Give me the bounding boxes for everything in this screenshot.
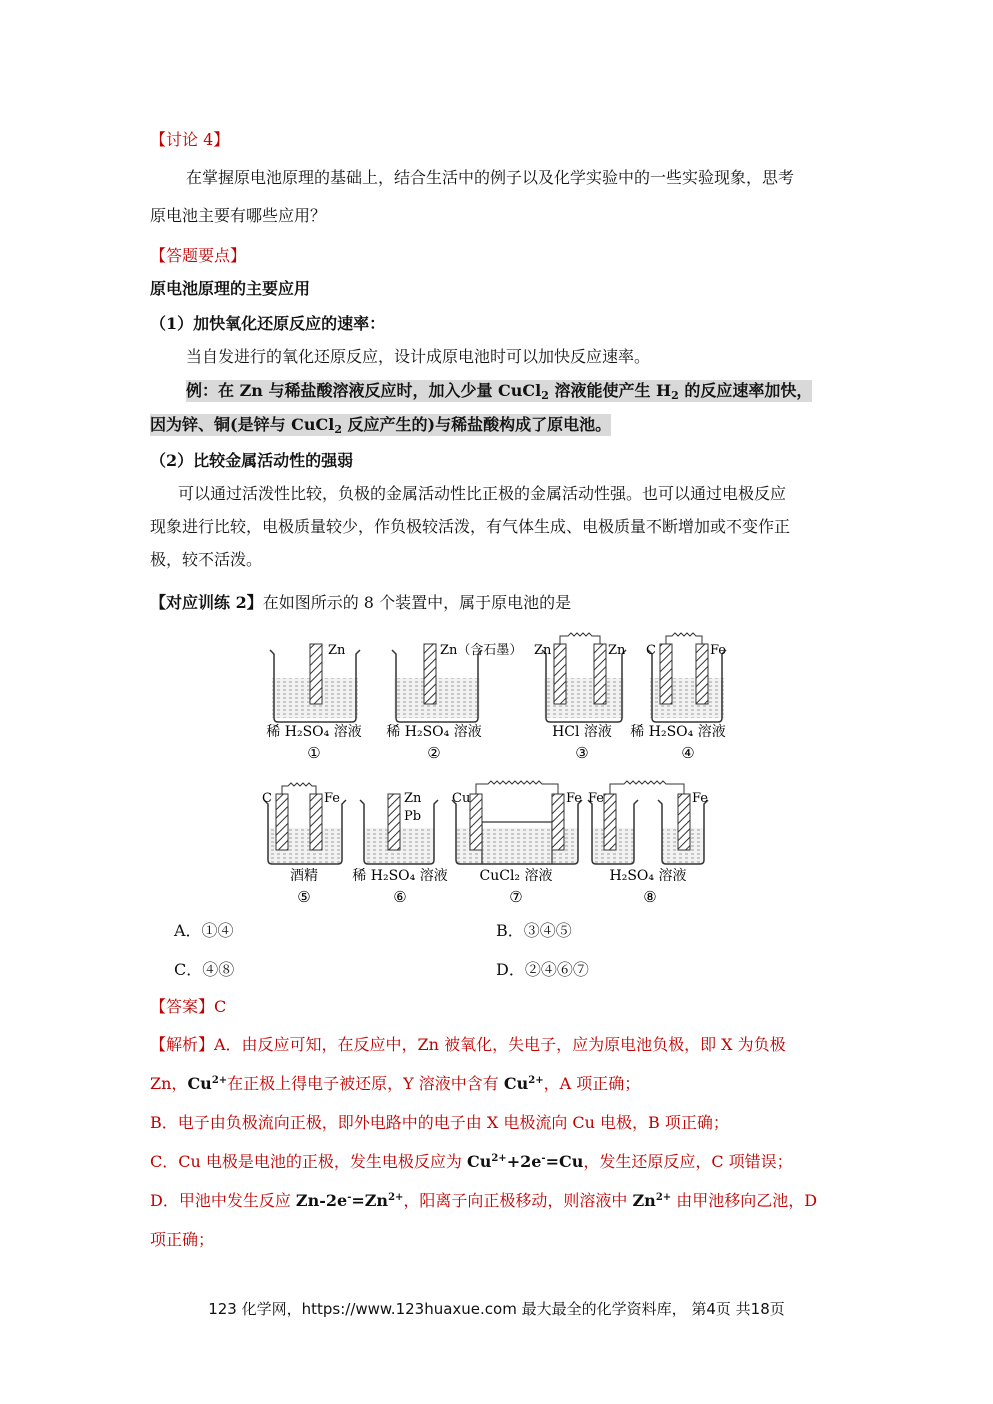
item1-text: 当自发进行的氧化还原反应，设计成原电池时可以加快反应速率。	[186, 347, 651, 366]
device-3-electrode-left: Zn	[534, 643, 552, 658]
device-5-number: ⑤	[297, 888, 311, 904]
exercise-title	[150, 592, 571, 614]
page-footer: 123 化学网，https://www.123huaxue.com 最大最全的化学资料库， 第4页 共18页	[208, 1300, 785, 1318]
device-2-solution-label: 稀 H₂SO₄ 溶液	[386, 724, 482, 740]
device-4-number: ④	[681, 744, 695, 762]
discussion-question-line2: 原电池主要有哪些应用？	[150, 206, 327, 225]
exercise-question: 在如图所示的 8 个装置中，属于原电池的是	[262, 593, 572, 612]
device-6-electrode-top: Zn	[404, 791, 422, 806]
device-5	[262, 783, 346, 904]
device-3	[534, 633, 626, 762]
analysis-line5: D．甲池中发生反应 $Zn-2e^-=Zn^{2+}$，阳离子向正极移动，则溶液中 $Zn^{2+}$ 由甲池移向乙池，D	[150, 1191, 818, 1210]
discussion-question-line1: 在掌握原电池原理的基础上，结合生活中的例子以及化学实验中的一些实验现象，思考	[186, 168, 795, 187]
item2-line2: 现象进行比较，电极质量较少，作负极较活泼，有气体生成、电极质量不断增加或不变作正	[150, 517, 791, 536]
item1-title: （1）加快氧化还原反应的速率：	[150, 314, 386, 333]
device-7-electrode-right: Fe	[566, 791, 583, 806]
device-8-electrode-right: Fe	[692, 791, 709, 806]
device-4-electrode-left: C	[646, 643, 656, 658]
device-3-number: ③	[575, 744, 589, 762]
answer	[150, 996, 226, 1018]
device-5-electrode-left: C	[262, 791, 272, 806]
device-2-number: ②	[427, 744, 441, 762]
device-7	[452, 781, 582, 904]
device-6-electrode-bottom: Pb	[404, 809, 422, 824]
device-4	[630, 633, 726, 762]
option-b: B．③④⑤	[496, 921, 572, 940]
example-line2: 因为锌、铜(是锌与 CuCl$_2$ 反应产生的)与稀盐酸构成了原电池。	[150, 415, 612, 436]
example-line1: 例：在 Zn 与稀盐酸溶液反应时，加入少量 CuCl$_2$ 溶液能使产生 $H_2$ 的反应速率加快，	[186, 381, 813, 402]
device-1	[266, 643, 361, 762]
device-6	[352, 791, 447, 904]
device-4-electrode-right: Fe	[710, 643, 727, 658]
device-4-solution-label: 稀 H₂SO₄ 溶液	[630, 724, 726, 740]
item2-title: （2）比较金属活动性的强弱	[150, 451, 354, 470]
option-c: C．④⑧	[174, 960, 235, 979]
analysis-line2: Zn，$Cu^{2+}$在正极上得电子被还原，Y 溶液中含有 $Cu^{2+}$，A 项正确；	[150, 1074, 641, 1093]
item2-line1: 可以通过活泼性比较，负极的金属活动性比正极的金属活动性强。也可以通过电极反应	[178, 484, 787, 503]
option-a: A．①④	[174, 921, 234, 940]
device-8	[588, 781, 708, 904]
device-1-number: ①	[307, 744, 321, 762]
device-7-electrode-left: Cu	[452, 791, 471, 806]
device-3-electrode-right: Zn	[608, 643, 626, 658]
answer-points-title: 原电池原理的主要应用	[150, 279, 311, 298]
analysis-line1: 【解析】A．由反应可知，在反应中，Zn 被氧化，失电子，应为原电池负极，即 X 为负极	[150, 1035, 786, 1054]
device-1-solution-label: 稀 H₂SO₄ 溶液	[266, 724, 362, 740]
device-2-electrode-label: Zn（含石墨）	[440, 643, 523, 658]
device-6-solution-label: 稀 H₂SO₄ 溶液	[352, 868, 448, 884]
device-5-solution-label: 酒精	[290, 868, 318, 884]
device-8-solution-label: H₂SO₄ 溶液	[609, 868, 687, 884]
analysis-line6: 项正确；	[150, 1230, 215, 1249]
discussion-heading: 【讨论 4】	[150, 130, 230, 149]
item2-line3: 极，较不活泼。	[150, 550, 263, 569]
device-5-electrode-right: Fe	[324, 791, 341, 806]
analysis-line4: C．Cu 电极是电池的正极，发生电极反应为 $Cu^{2+}+2e^-=Cu$，发生还原反应，C 项错误；	[150, 1152, 793, 1171]
answer-value: C	[214, 997, 227, 1016]
answer-points-heading: 【答题要点】	[150, 246, 247, 265]
device-7-solution-label: CuCl₂ 溶液	[479, 868, 553, 884]
device-8-electrode-left: Fe	[588, 791, 605, 806]
device-6-number: ⑥	[393, 888, 407, 904]
galvanic-cells-figure	[258, 632, 738, 904]
answer-label: 【答案】	[150, 997, 215, 1016]
device-1-electrode-label: Zn	[328, 643, 346, 658]
device-7-number: ⑦	[509, 888, 523, 904]
exercise-heading: 【对应训练 2】	[150, 593, 263, 612]
option-d: D．②④⑥⑦	[496, 960, 589, 979]
device-2	[386, 643, 522, 762]
analysis-line3: B．电子由负极流向正极，即外电路中的电子由 X 电极流向 Cu 电极，B 项正确；	[150, 1113, 729, 1132]
device-8-number: ⑧	[643, 888, 657, 904]
device-3-solution-label: HCl 溶液	[552, 724, 612, 740]
